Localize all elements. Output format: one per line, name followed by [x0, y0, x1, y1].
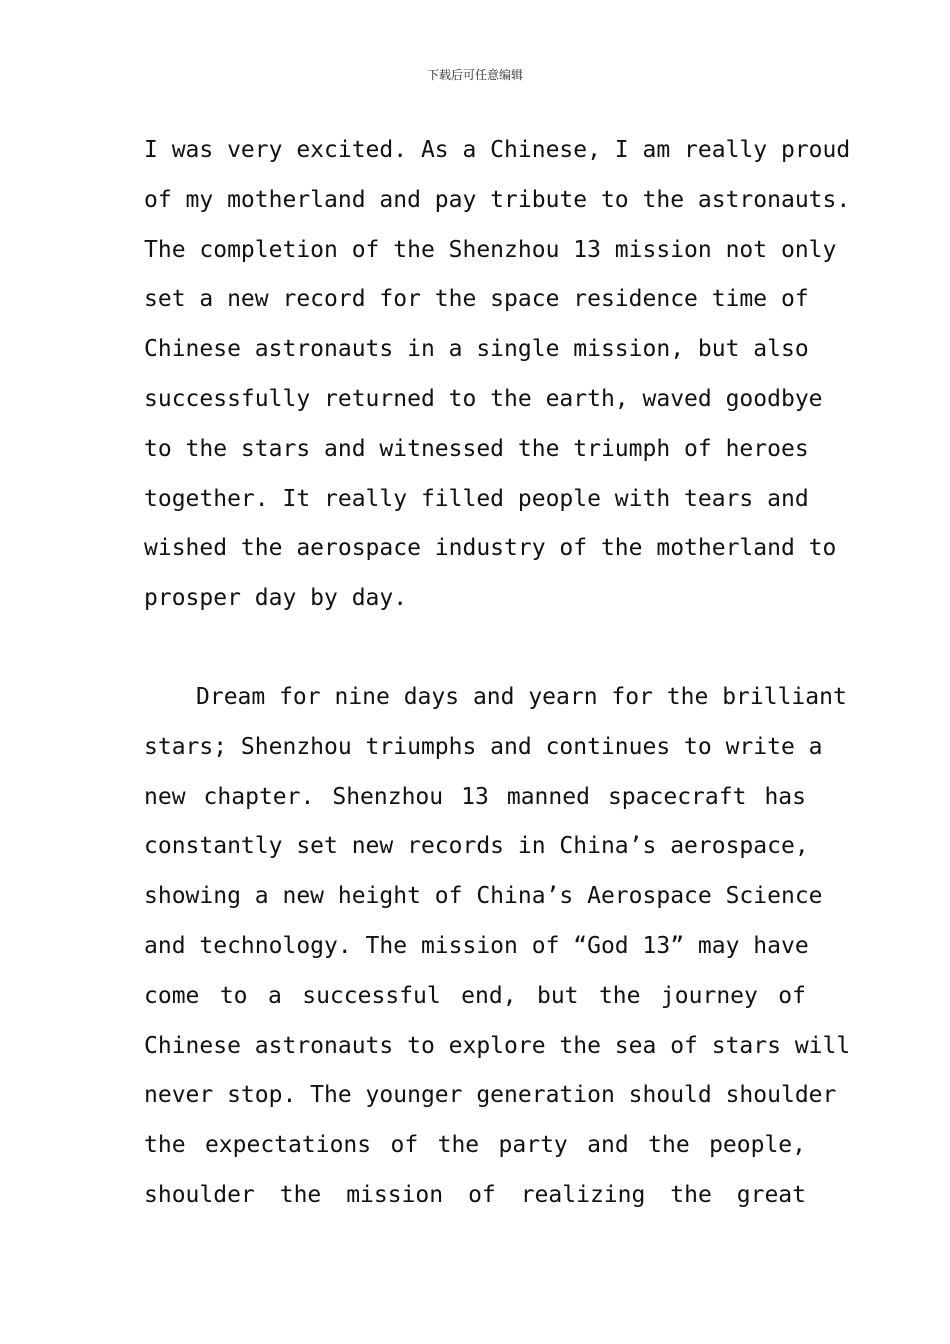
- paragraph-2: [144, 673, 851, 1221]
- text-line: Dream for nine days and yearn for the brilliant: [196, 684, 847, 710]
- text-line: I was very excited. As a Chinese, I am really proud: [144, 137, 851, 163]
- text-line: new chapter. Shenzhou 13 manned spacecraft has: [144, 783, 806, 810]
- text-line: wished the aerospace industry of the motherland to: [144, 535, 837, 562]
- text-line: constantly set new records in China’s aerospace,: [144, 833, 809, 860]
- text-line: The completion of the Shenzhou 13 mission not only: [144, 236, 837, 263]
- text-line: to the stars and witnessed the triumph of heroes: [144, 435, 809, 462]
- text-line: prosper day by day.: [144, 585, 408, 612]
- header-note: 下载后可任意编辑: [426, 68, 523, 82]
- text-line: Chinese astronauts in a single mission, but also: [144, 336, 809, 363]
- text-line: Chinese astronauts to explore the sea of stars will: [144, 1032, 851, 1059]
- paragraph-1: [144, 126, 851, 624]
- text-line: the expectations of the party and the people,: [144, 1132, 806, 1159]
- text-line: together. It really filled people with tears and: [144, 485, 809, 512]
- text-line: come to a successful end, but the journey of: [144, 982, 806, 1009]
- text-line: and technology. The mission of “God 13” may have: [144, 932, 809, 959]
- text-line: never stop. The younger generation should shoulder: [144, 1082, 837, 1109]
- text-line: set a new record for the space residence time of: [144, 286, 809, 313]
- text-line: showing a new height of China’s Aerospace Science: [144, 883, 823, 910]
- text-line: stars; Shenzhou triumphs and continues to write a: [144, 733, 823, 760]
- text-line: shoulder the mission of realizing the great: [144, 1181, 806, 1208]
- text-line: successfully returned to the earth, waved goodbye: [144, 385, 823, 412]
- text-line: of my motherland and pay tribute to the astronauts.: [144, 186, 851, 213]
